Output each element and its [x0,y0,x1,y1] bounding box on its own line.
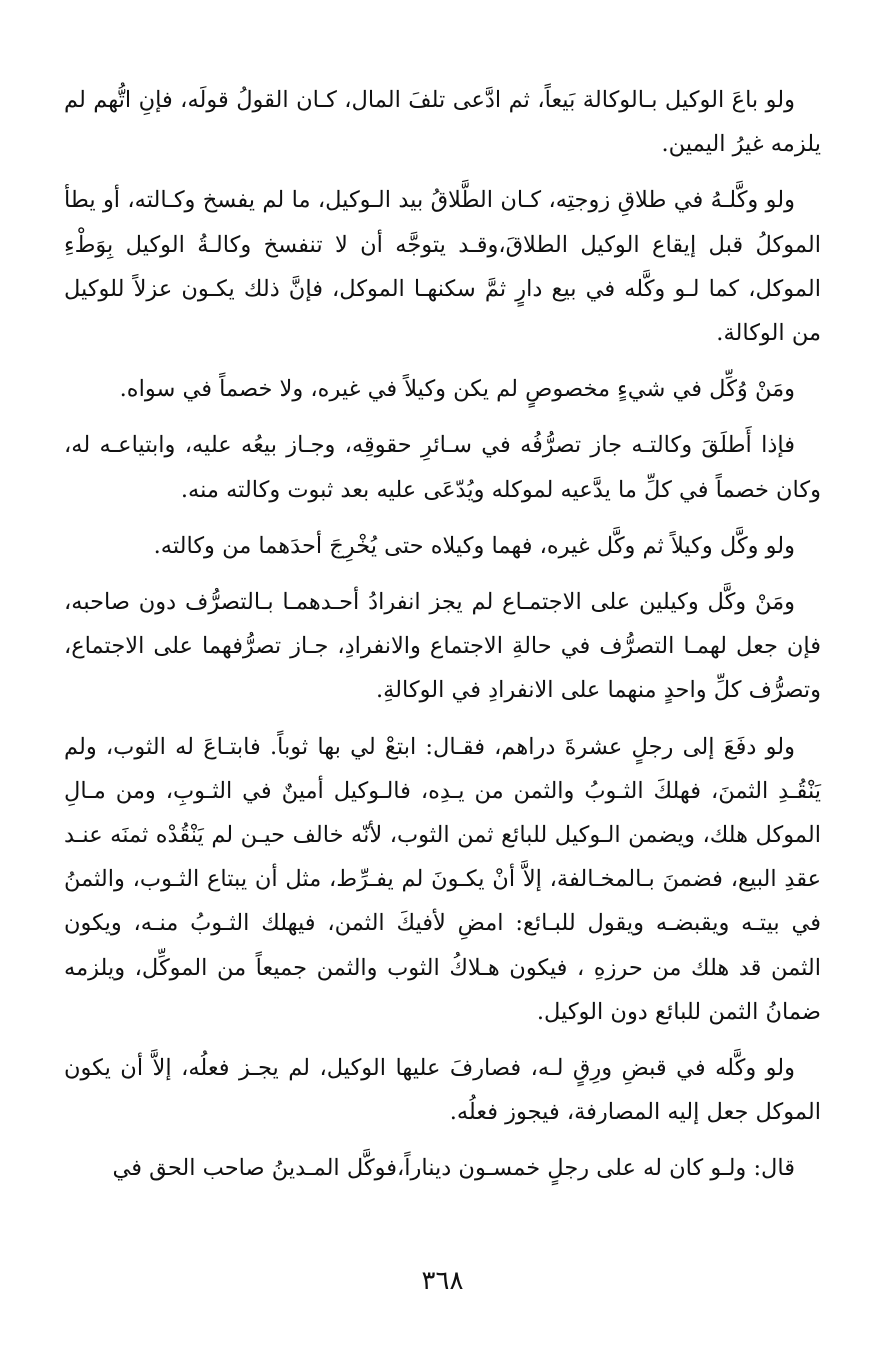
paragraph-two-agents: ولو وكَّل وكيلاً ثم وكَّل غيره، فهما وكيلاه حتى يُخْرِجَ أحدَهما من وكالته. [153,532,795,559]
paragraph-silver-exchange: ولو وكَّله في قبضِ ورِقٍ لـه، فصارفَ عليها الوكيل، لم يجـز فعلُه، إلاَّ أن يكون الموكل جعل إليه المصارفة، فيجوز فعلُه. [64,1055,821,1126]
paragraph-agent-sale: ولو باعَ الوكيل بـالوكالة بَيعاً، ثم ادَّعى تلفَ المال، كـان القولُ قولَه، فإنِ اتُّهم لم يلزمه غيرُ اليمين. [64,87,821,158]
paragraph-specific-agency: ومَنْ وُكِّل في شيءٍ مخصوصٍ لم يكن وكيلاً في غيره، ولا خصماً في سواه. [119,376,795,403]
paragraph-divorce-agency: ولو وكَّلـهُ في طلاقِ زوجتِه، كـان الطَّلاقُ بيد الـوكيل، ما لم يفسخ وكـالته، أو يطأ الموكلُ قبل إيقاع الوكيل الطلاقَ،وقـد يتوجَّه أن لا تنفسخ وكالـةُ الوكيل بِوَطْءِ الموكل، كما لـو وكَّله في بيع دارٍ ثمَّ سكنهـا الموكل، فإنَّ ذلك يكـون عزلاً للوكيل من الوكالة. [64,187,821,347]
paragraph-fifty-dinars: قال: ولـو كان له على رجلٍ خمسـون ديناراً،فوكَّل المـدينُ صاحب الحق في [112,1155,795,1182]
body-text [64,78,821,1203]
paragraph-general-agency: فإذا أَطلَقَ وكالتـه جاز تصرُّفُه في سـائرِ حقوقِه، وجـاز بيعُه عليه، وابتياعـه له، وكان خصماً في كلِّ ما يدَّعيه لموكله ويُدّعَى عليه بعد ثبوت وكالته منه. [64,432,821,503]
paragraph-joint-agents: ومَنْ وكَّل وكيلين على الاجتمـاع لم يجز انفرادُ أحـدهمـا بـالتصرُّف دون صاحبه، فإن جعل لهمـا التصرُّف في حالةِ الاجتماع والانفرادِ، جـاز تصرُّفهما على الاجتماع، وتصرُّف كلِّ واحدٍ منهما على الانفرادِ في الوكالةِ. [64,589,821,704]
page-number: ٣٦٨ [421,1266,464,1296]
paragraph-ten-dirhams: ولو دفَعَ إلى رجلٍ عشرةَ دراهم، فقـال: ابتعْ لي بها ثوباً. فابتـاعَ له الثوب، ولم يَنْقُـدِ الثمنَ، فهلكَ الثـوبُ والثمن من يـدِه، فالـوكيل أمينٌ في الثـوبِ، ومن مـالِ الموكل هلك، ويضمن الـوكيل للبائع ثمن الثوب، لأنّه خالف حيـن لم يَنْقُدْه ثمنَه عنـد عقدِ البيع، فضمنَ بـالمخـالفة، إلاَّ أنْ يكـونَ لم يفـرِّط، مثل أن يبتاع الثـوب، والثمنُ في بيتـه ويقبضـه ويقول للبـائع: امضِ لأفيكَ الثمن، فيهلك الثـوبُ منـه، ويكون الثمن قد هلك من حرزهِ ، فيكون هـلاكُ الثوب والثمن جميعاً من الموكِّل، ويلزمه ضمانُ الثمن للبائع دون الوكيل. [64,733,821,1025]
